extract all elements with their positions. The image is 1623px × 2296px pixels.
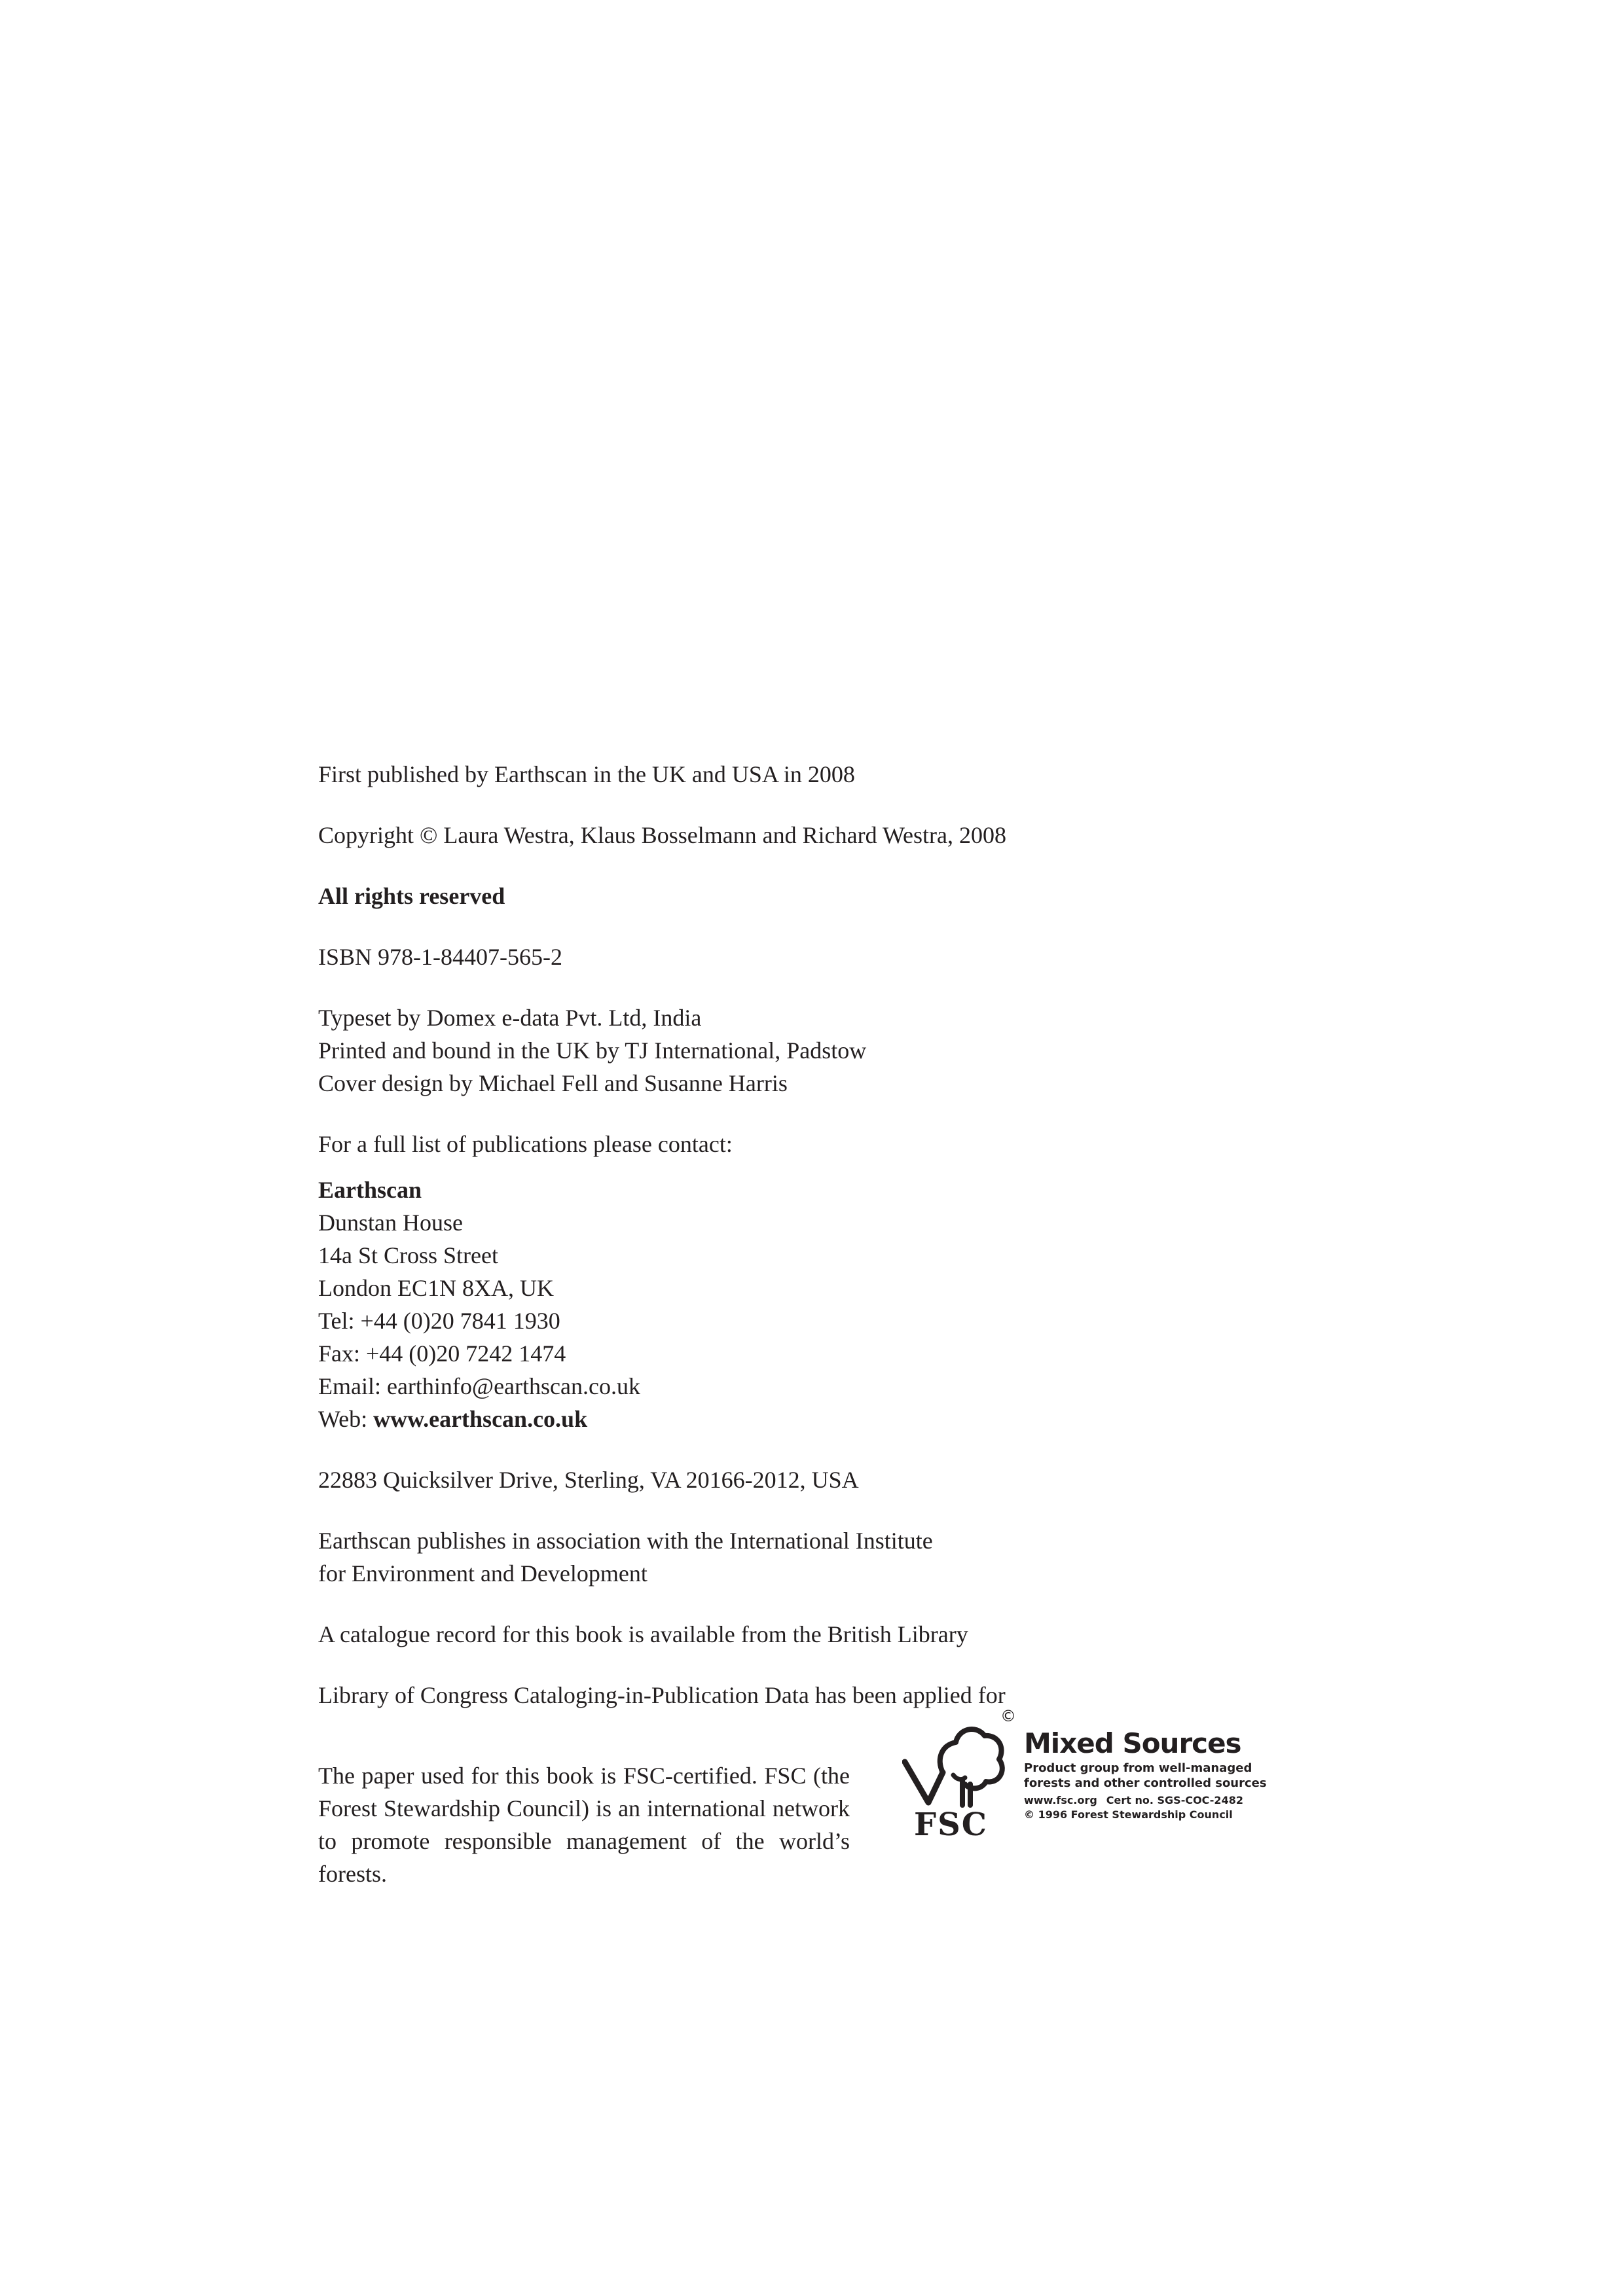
publisher-name: Earthscan [318, 1177, 422, 1203]
association-line: Earthscan publishes in association with the International Institute [318, 1528, 933, 1554]
isbn-line: ISBN 978-1-84407-565-2 [318, 944, 562, 970]
fax-line: Fax: +44 (0)20 7242 1474 [318, 1340, 566, 1367]
contact-intro: For a full list of publications please contact: [318, 1131, 733, 1157]
fsc-copyright-mark: © [1000, 1707, 1016, 1725]
web-line [318, 1403, 1169, 1435]
first-published-line: First published by Earthscan in the UK and USA in 2008 [318, 761, 855, 787]
web-label: Web: [318, 1406, 374, 1432]
rights-reserved: All rights reserved [318, 883, 505, 909]
phone-line: Tel: +44 (0)20 7841 1930 [318, 1308, 560, 1334]
fsc-meta-row [1024, 1793, 1273, 1808]
association-line: for Environment and Development [318, 1560, 647, 1587]
us-address-line: 22883 Quicksilver Drive, Sterling, VA 20166-2012, USA [318, 1467, 859, 1493]
printed-line: Printed and bound in the UK by TJ International, Padstow [318, 1037, 867, 1064]
fsc-letters: FSC [914, 1806, 988, 1843]
imprint-block [318, 758, 1169, 1712]
fsc-tree-checkmark-icon [902, 1707, 1013, 1818]
fsc-paragraph: The paper used for this book is FSC-certified. FSC (the Forest Stewardship Council) is an international network to promote responsible management of the world’s forests. [318, 1763, 850, 1887]
fsc-subtitle: forests and other controlled sources [1024, 1776, 1267, 1790]
fsc-council: © 1996 Forest Stewardship Council [1024, 1808, 1233, 1821]
fsc-cert-number: Cert no. SGS-COC-2482 [1106, 1794, 1243, 1806]
address-line: Dunstan House [318, 1210, 463, 1236]
fsc-label [1024, 1727, 1273, 1822]
catalogue-line: A catalogue record for this book is available from the British Library [318, 1621, 968, 1647]
cover-design-line: Cover design by Michael Fell and Susanne Harris [318, 1070, 788, 1096]
fsc-website: www.fsc.org [1024, 1794, 1097, 1806]
copyright-line: Copyright © Laura Westra, Klaus Bosselmann and Richard Westra, 2008 [318, 822, 1007, 848]
typeset-line: Typeset by Domex e-data Pvt. Ltd, India [318, 1005, 702, 1031]
fsc-logo [902, 1707, 1269, 1857]
fsc-subtitle: Product group from well-managed [1024, 1761, 1252, 1775]
web-url[interactable]: www.earthscan.co.uk [373, 1406, 588, 1432]
loc-line: Library of Congress Cataloging-in-Publication Data has been applied for [318, 1682, 1006, 1708]
address-line: London EC1N 8XA, UK [318, 1275, 554, 1301]
email-line: Email: earthinfo@earthscan.co.uk [318, 1373, 640, 1399]
fsc-title: Mixed Sources [1024, 1727, 1241, 1759]
address-line: 14a St Cross Street [318, 1242, 498, 1268]
